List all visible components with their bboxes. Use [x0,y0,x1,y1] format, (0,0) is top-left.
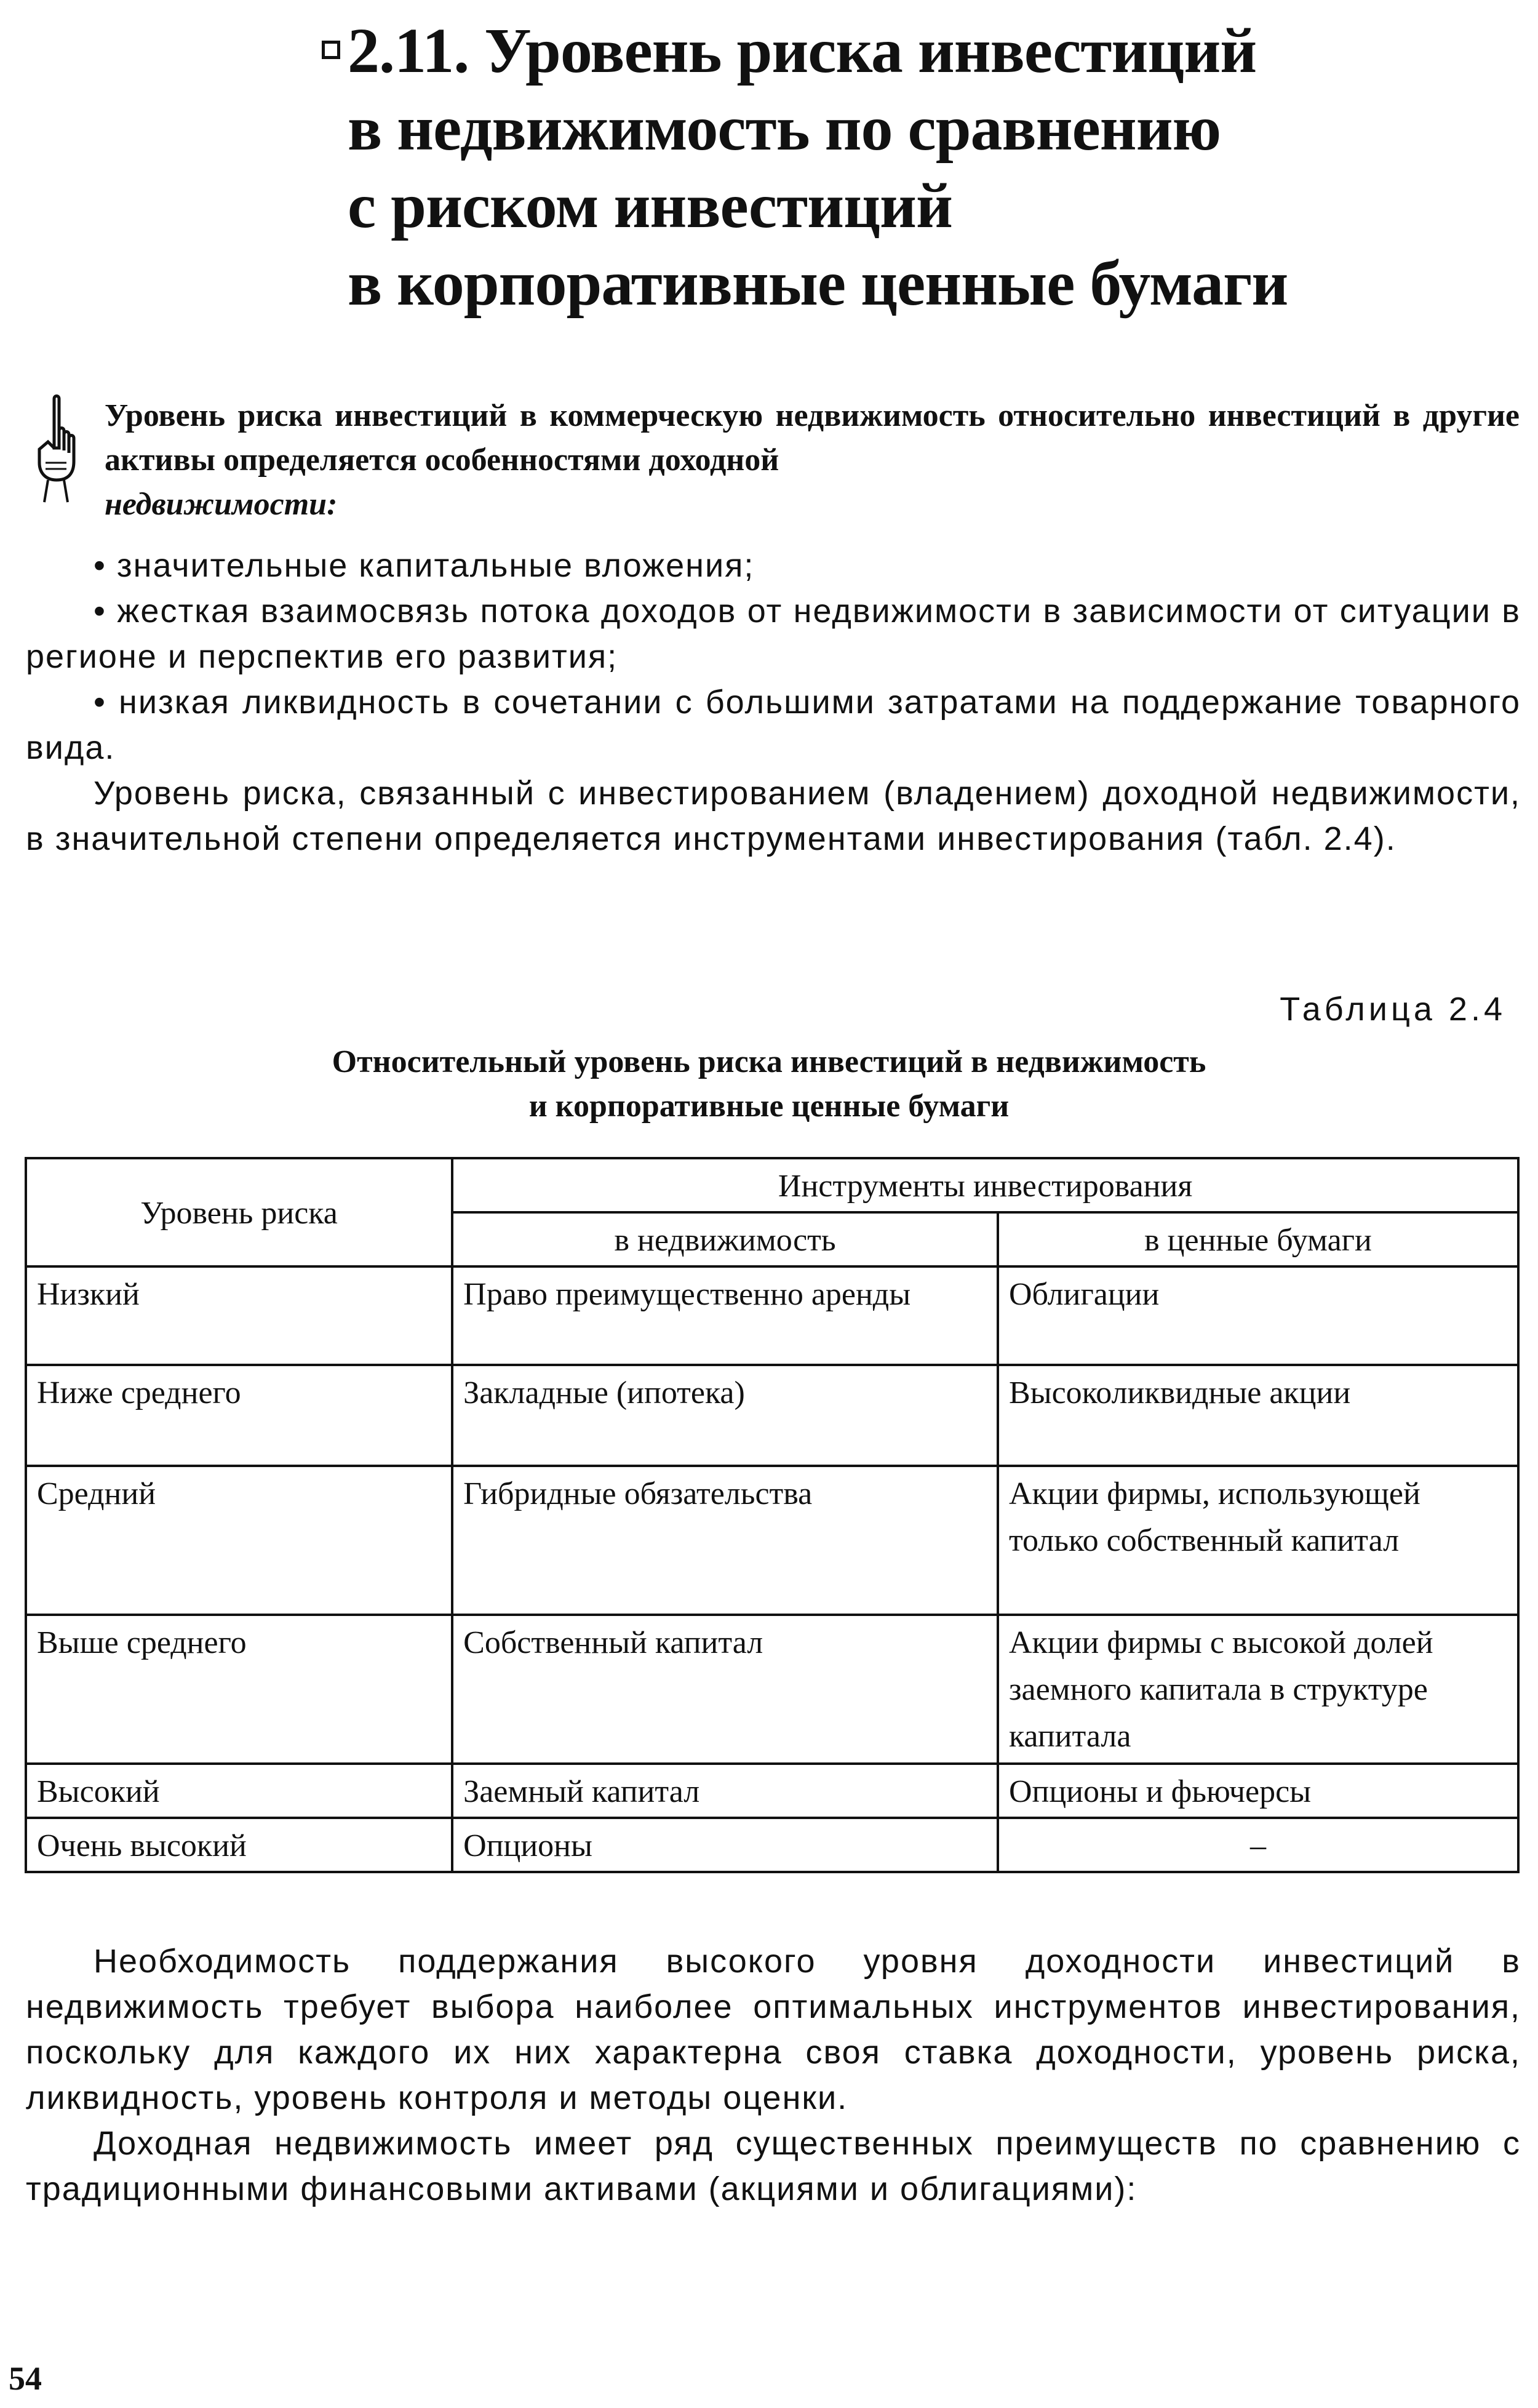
table-row [26,1365,1518,1466]
heading-line-2: в недвижимость по сравнению [348,93,1221,164]
table-header-row [26,1158,1518,1212]
table-title [0,1040,1538,1129]
paragraph-2: Доходная недвижимость имеет ряд существенных преимуществ по сравнению с традиционными финансовыми активами (акциями и облигациями): [26,2125,1521,2207]
cell-real-estate: Гибридные обязательства [452,1466,998,1615]
header-risk-level: Уровень риска [26,1158,452,1266]
table-title-line-2: и корпоративные ценные бумаги [528,1089,1010,1124]
cell-securities: Опционы и фьючерсы [998,1764,1518,1818]
square-icon [322,41,340,59]
table-row [26,1764,1518,1818]
cell-securities: Облигации [998,1266,1518,1365]
note-intro: Уровень риска инвестиций в коммерческую недвижимость относительно инвестиций в другие активы определяется особенностями доходной [105,398,1520,478]
table-row [26,1615,1518,1764]
cell-real-estate: Опционы [452,1818,998,1872]
cell-risk-level: Ниже среднего [26,1365,452,1466]
table-row [26,1818,1518,1872]
risk-table [25,1157,1520,1873]
cell-risk-level: Выше среднего [26,1615,452,1764]
cell-risk-level: Низкий [26,1266,452,1365]
heading-line-4: в корпоративные ценные бумаги [348,248,1288,319]
note-intro-end: недвижимости: [105,487,338,522]
after-table-text [26,1938,1521,2212]
heading-line-3: с риском инвестиций [348,170,952,241]
cell-risk-level: Высокий [26,1764,452,1818]
page-number: 54 [9,2360,42,2397]
cell-securities: Высоколиквидные акции [998,1365,1518,1466]
section-heading [348,12,1455,322]
bullet-item: • значительные капитальные вложения; [94,547,755,584]
heading-text-1: 2.11. Уровень риска инвестиций [348,15,1257,86]
table-row [26,1266,1518,1365]
intro-paragraph: Уровень риска, связанный с инвестированием (владением) доходной недвижимости, в значительной степени определяется инструментами инвестирования (табл. 2.4). [26,775,1521,857]
table-number: Таблица 2.4 [1280,991,1506,1028]
cell-securities: Акции фирмы с высокой долей заемного капитала в структуре капитала [998,1615,1518,1764]
cell-risk-level: Очень высокий [26,1818,452,1872]
paragraph-1: Необходимость поддержания высокого уровня доходности инвестиций в недвижимость требует выбора наиболее оптимальных инструментов инвестирования, поскольку для каждого их них характерна своя ставка доходности, уровень риска, ликвидность, уровень контроля и методы оценки. [26,1943,1521,2116]
header-securities: в ценные бумаги [998,1212,1518,1266]
cell-real-estate: Право преимущественно аренды [452,1266,998,1365]
header-instruments: Инструменты инвестирования [452,1158,1518,1212]
bullet-list [26,543,1521,862]
bullet-item: • жесткая взаимосвязь потока доходов от недвижимости в зависимости от ситуации в регионе и перспектив его развития; [26,593,1521,675]
cell-real-estate: Заемный капитал [452,1764,998,1818]
cell-securities: Акции фирмы, использующей только собственный капитал [998,1466,1518,1615]
heading-line-1 [348,12,1455,90]
cell-securities: – [998,1818,1518,1872]
pointing-hand-icon [30,394,85,511]
header-real-estate: в недвижимость [452,1212,998,1266]
table-row [26,1466,1518,1615]
table-title-line-1: Относительный уровень риска инвестиций в недвижимость [332,1044,1206,1079]
cell-risk-level: Средний [26,1466,452,1615]
cell-real-estate: Закладные (ипотека) [452,1365,998,1466]
cell-real-estate: Собственный капитал [452,1615,998,1764]
note-block [105,394,1520,527]
bullet-item: • низкая ликвидность в сочетании с большими затратами на поддержание товарного вида. [26,684,1521,766]
